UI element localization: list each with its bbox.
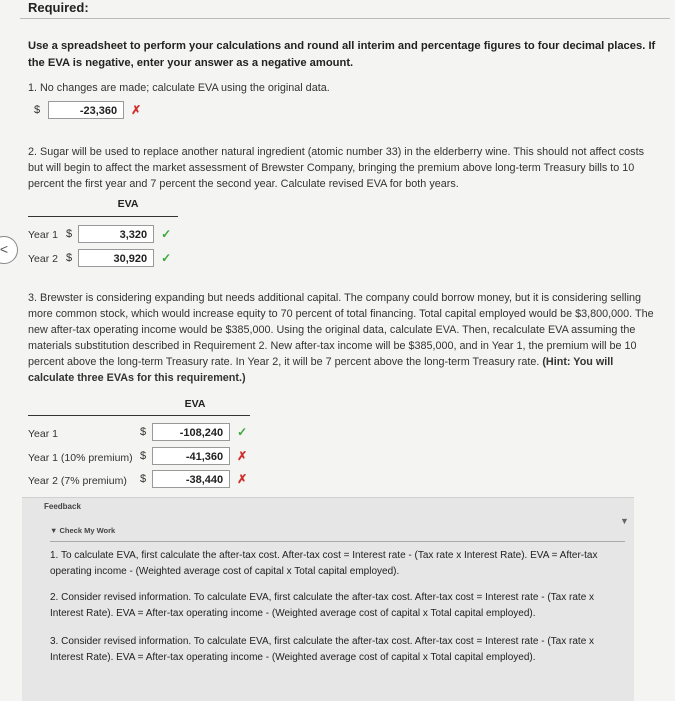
req3-eva-header: EVA — [184, 398, 206, 410]
feedback-item: 2. Consider revised information. To calculate EVA, first calculate the after-tax cost. After-tax cost = Interest rate - (Tax rate x Interest Rate). EVA = After-tax operating income - (Weighted average cost of capital x Total capital employed). — [50, 592, 595, 619]
req3-year1-input[interactable]: -108,240 — [152, 423, 230, 441]
check-work-divider — [50, 541, 625, 542]
instructions-text: Use a spreadsheet to perform your calculations and round all interim and percentage figures to four decimal places. If the EVA is negative, enter your answer as a negative amount. — [28, 40, 656, 69]
required-heading: Required: — [28, 0, 89, 15]
req3-row-label: Year 1 (10% premium) — [28, 452, 133, 464]
check-my-work-toggle[interactable]: ▼ Check My Work — [50, 526, 116, 535]
req3-row-label: Year 1 — [28, 428, 58, 440]
req1-answer-input[interactable]: -23,360 — [48, 101, 124, 119]
req2-row-label: Year 2 — [28, 253, 58, 265]
req3-hint: (Hint: You will calculate three EVAs for this requirement.) — [28, 356, 614, 384]
req1-currency: $ — [34, 104, 41, 116]
req3-row — [140, 423, 247, 441]
req1-prompt: 1. No changes are made; calculate EVA using the original data. — [28, 82, 330, 94]
req2-eva-header: EVA — [117, 198, 139, 210]
req2-prompt: 2. Sugar will be used to replace another natural ingredient (atomic number 33) in the elderberry wine. This should not affect costs but will begin to affect the market assessment of Brewster Company, bringing the premium above long-term Treasury bills to 10 percent the first year and 7 percent the second year. Calculate revised EVA for both years. — [28, 146, 644, 190]
req3-currency: $ — [140, 426, 147, 438]
req3-prompt — [28, 290, 658, 386]
req2-currency: $ — [66, 252, 73, 264]
incorrect-x-icon: ✗ — [237, 449, 248, 463]
collapse-triangle-icon[interactable]: ▼ — [620, 516, 629, 526]
req3-row — [140, 470, 247, 488]
feedback-title: Feedback — [44, 502, 81, 511]
correct-check-icon: ✓ — [237, 425, 248, 439]
req2-year2-input[interactable]: 30,920 — [78, 249, 154, 267]
req3-year2-premium-input[interactable]: -38,440 — [152, 470, 230, 488]
incorrect-x-icon: ✗ — [131, 103, 142, 117]
req3-currency: $ — [140, 473, 147, 485]
incorrect-x-icon: ✗ — [237, 472, 248, 486]
correct-check-icon: ✓ — [161, 251, 172, 265]
correct-check-icon: ✓ — [161, 227, 172, 241]
req3-row — [140, 447, 247, 465]
req2-currency: $ — [66, 228, 73, 240]
req3-text: 3. Brewster is considering expanding but needs additional capital. The company could borrow money, but it is considering selling more common stock, which would increase equity to 70 percent of total financing. Total capital employed would be $3,800,000. The new after-tax operating income would be $385,000. Using the original data, calculate EVA. Then, recalculate EVA assuming the materials substitution described in Requirement 2. New after-tax income will be $385,000, and in Year 1, the premium will be 10 percent above the long-term Treasury rate. In Year 2, it will be 7 percent above the long-term Treasury rate. — [28, 292, 654, 368]
req1-answer-row — [34, 101, 141, 119]
req3-header-rule — [28, 415, 250, 416]
req2-header-rule — [28, 216, 178, 217]
req3-row-label: Year 2 (7% premium) — [28, 475, 127, 487]
req2-year1-input[interactable]: 3,320 — [78, 225, 154, 243]
req2-row — [66, 249, 171, 267]
req2-row-label: Year 1 — [28, 229, 58, 241]
req2-row — [66, 225, 171, 243]
header-divider — [20, 18, 670, 19]
feedback-item: 1. To calculate EVA, first calculate the after-tax cost. After-tax cost = Interest rate - (Tax rate x Interest Rate). EVA = After-tax operating income - (Weighted average cost of capital x Total capital employed). — [50, 550, 598, 577]
feedback-item: 3. Consider revised information. To calculate EVA, first calculate the after-tax cost. After-tax cost = Interest rate - (Tax rate x Interest Rate). EVA = After-tax operating income - (Weighted average cost of capital x Total capital employed). — [50, 636, 595, 663]
req3-currency: $ — [140, 450, 147, 462]
back-chevron-icon[interactable]: < — [0, 236, 18, 264]
req3-year1-premium-input[interactable]: -41,360 — [152, 447, 230, 465]
